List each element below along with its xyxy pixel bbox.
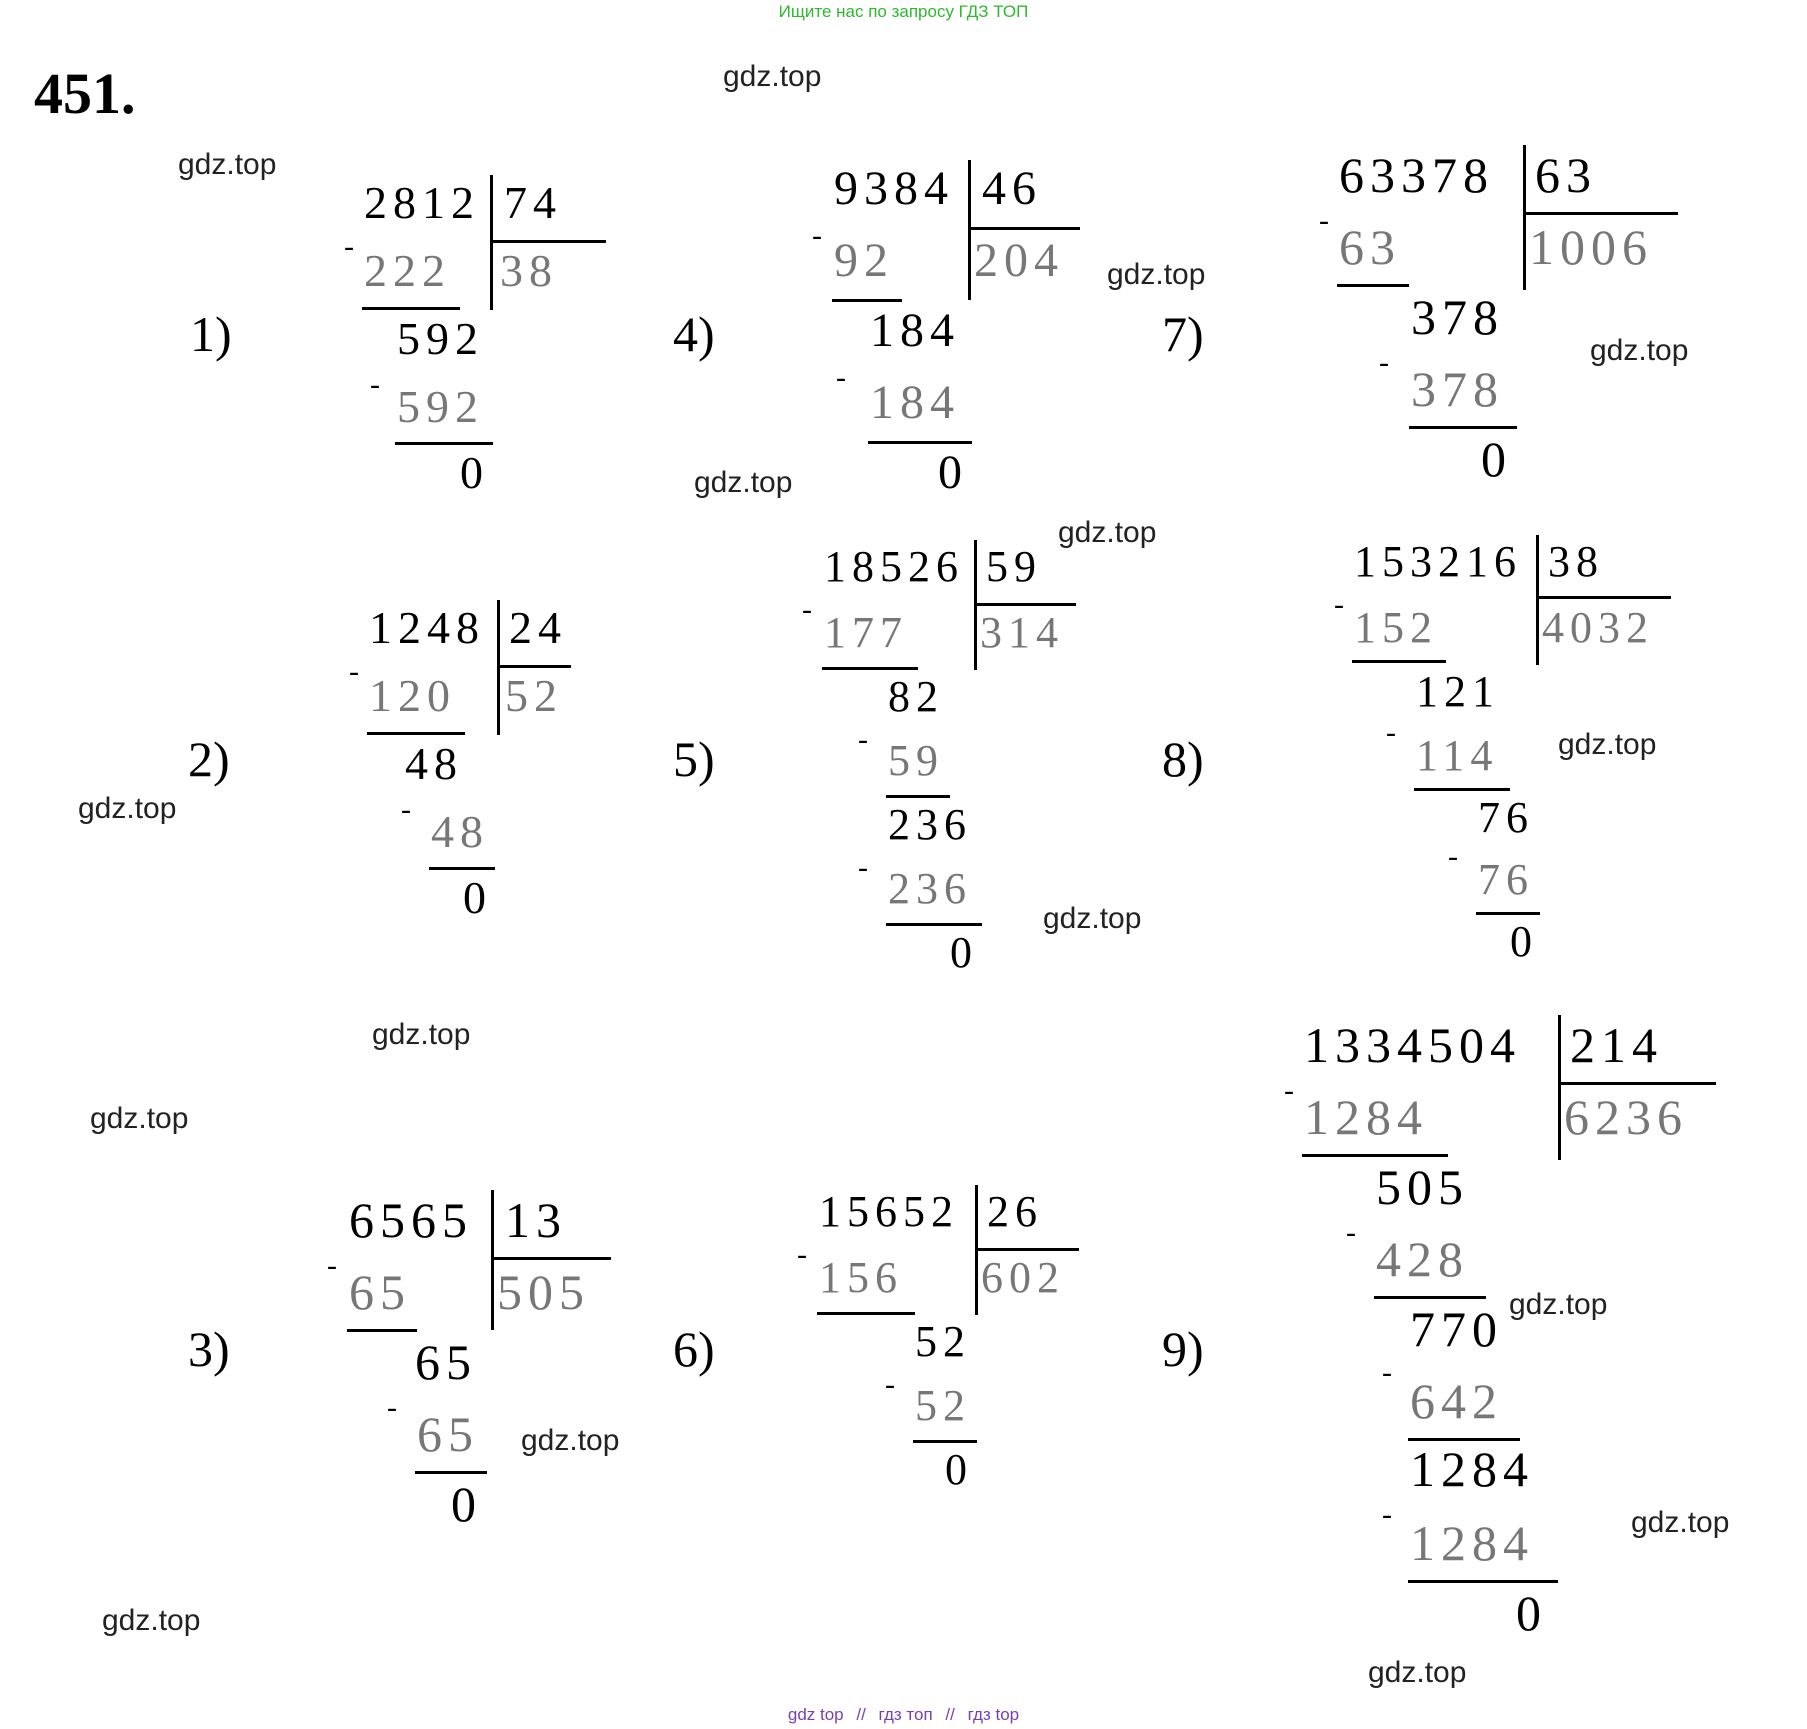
remainder: 0 (950, 928, 978, 977)
watermark: gdz.top (1107, 258, 1206, 291)
division-bar (968, 160, 971, 300)
dividend: 153216 (1354, 537, 1522, 586)
step-line (1374, 1296, 1486, 1299)
problem-label: 1) (190, 306, 232, 362)
footer-link[interactable]: гдз top (967, 1705, 1020, 1724)
quotient: 4032 (1542, 603, 1654, 652)
divisor: 13 (505, 1192, 567, 1248)
dividend: 2812 (364, 177, 480, 228)
watermark: gdz.top (694, 466, 793, 499)
subtrahend: 63 (1339, 219, 1401, 275)
watermark: gdz.top (1631, 1506, 1730, 1539)
watermark: gdz.top (90, 1102, 189, 1135)
dividend: 15652 (819, 1187, 959, 1236)
remainder: 1284 (1410, 1441, 1534, 1497)
divisor: 46 (982, 162, 1042, 215)
step-line (429, 867, 495, 870)
dividend: 6565 (349, 1192, 473, 1248)
division-bar (491, 1190, 494, 1330)
step-line (913, 1440, 977, 1443)
minus-sign: - (812, 219, 822, 252)
watermark: gdz.top (1043, 902, 1142, 935)
step-line (1337, 284, 1409, 287)
step-line (367, 732, 465, 735)
step-line (832, 299, 902, 302)
divisor: 38 (1548, 537, 1604, 586)
remainder: 0 (938, 446, 968, 499)
divisor: 74 (504, 177, 562, 228)
step-line (415, 1471, 487, 1474)
minus-sign: - (1386, 716, 1396, 749)
problem-label: 9) (1162, 1321, 1204, 1377)
step-line (347, 1329, 417, 1332)
dividend: 63378 (1339, 147, 1494, 203)
subtrahend: 156 (819, 1253, 903, 1302)
remainder: 770 (1410, 1301, 1503, 1357)
footer-link[interactable]: гдз топ (878, 1705, 933, 1724)
remainder: 52 (915, 1317, 971, 1366)
remainder: 65 (415, 1334, 477, 1390)
footer-separator: // (856, 1705, 866, 1724)
watermark: gdz.top (78, 792, 177, 825)
quotient: 38 (500, 245, 558, 296)
quotient: 1006 (1529, 219, 1653, 275)
problem-label: 8) (1162, 731, 1204, 787)
subtrahend: 120 (369, 670, 456, 721)
step-line (1352, 660, 1446, 663)
minus-sign: - (1382, 1498, 1392, 1531)
remainder: 505 (1376, 1159, 1469, 1215)
step-line (362, 307, 460, 310)
minus-sign: - (1382, 1356, 1392, 1389)
step-line (395, 442, 493, 445)
remainder: 236 (888, 800, 972, 849)
subtrahend: 76 (1478, 855, 1534, 904)
step-line (886, 923, 982, 926)
subtrahend: 1284 (1304, 1089, 1428, 1145)
division-bar (1523, 145, 1526, 290)
subtrahend: 1284 (1410, 1515, 1534, 1571)
remainder: 184 (870, 304, 960, 357)
watermark: gdz.top (1058, 516, 1157, 549)
quotient-line (490, 240, 606, 243)
divisor: 26 (987, 1187, 1043, 1236)
subtrahend: 236 (888, 864, 972, 913)
remainder: 0 (451, 1476, 482, 1532)
minus-sign: - (344, 230, 354, 263)
minus-sign: - (858, 851, 868, 884)
minus-sign: - (370, 368, 380, 401)
step-line (868, 441, 972, 444)
minus-sign: - (387, 1391, 397, 1424)
watermark: gdz.top (1509, 1288, 1608, 1321)
minus-sign: - (885, 1368, 895, 1401)
subtrahend: 114 (1416, 731, 1499, 780)
subtrahend: 92 (834, 234, 894, 287)
dividend: 1334504 (1304, 1017, 1521, 1073)
problem-label: 3) (188, 1321, 230, 1377)
minus-sign: - (858, 723, 868, 756)
divisor: 59 (986, 542, 1042, 591)
subtrahend: 592 (397, 381, 484, 432)
remainder: 0 (1481, 431, 1512, 487)
subtrahend: 642 (1410, 1373, 1503, 1429)
dividend: 1248 (369, 602, 485, 653)
subtrahend: 65 (417, 1406, 479, 1462)
quotient-line (497, 665, 571, 668)
remainder: 0 (1510, 917, 1538, 966)
dividend: 9384 (834, 162, 954, 215)
subtrahend: 378 (1411, 361, 1504, 417)
remainder: 0 (1516, 1585, 1547, 1641)
division-bar (1536, 535, 1539, 665)
quotient-line (491, 1257, 611, 1260)
subtrahend: 428 (1376, 1231, 1469, 1287)
step-line (822, 667, 918, 670)
subtrahend: 65 (349, 1264, 411, 1320)
quotient: 52 (505, 670, 563, 721)
minus-sign: - (401, 793, 411, 826)
quotient: 602 (981, 1253, 1065, 1302)
watermark: gdz.top (1590, 334, 1689, 367)
minus-sign: - (802, 593, 812, 626)
exercise-number: 451. (34, 61, 136, 126)
watermark: gdz.top (1368, 1656, 1467, 1689)
minus-sign: - (327, 1249, 337, 1282)
remainder: 378 (1411, 289, 1504, 345)
step-line (886, 795, 950, 798)
quotient: 314 (980, 608, 1064, 657)
quotient-line (1523, 212, 1678, 215)
subtrahend: 184 (870, 376, 960, 429)
minus-sign: - (1346, 1216, 1356, 1249)
minus-sign: - (1319, 204, 1329, 237)
subtrahend: 48 (431, 806, 489, 857)
minus-sign: - (1448, 840, 1458, 873)
quotient-line (1536, 596, 1671, 599)
quotient-line (1558, 1082, 1716, 1085)
step-line (1302, 1154, 1448, 1157)
dividend: 18526 (824, 542, 964, 591)
divisor: 24 (509, 602, 567, 653)
divisor: 214 (1570, 1017, 1663, 1073)
divisor: 63 (1535, 147, 1597, 203)
minus-sign: - (349, 655, 359, 688)
remainder: 0 (460, 447, 489, 498)
page-footer (0, 1705, 1807, 1725)
remainder: 48 (405, 738, 463, 789)
watermark: gdz.top (102, 1604, 201, 1637)
problem-label: 4) (673, 306, 715, 362)
watermark: gdz.top (723, 60, 822, 93)
minus-sign: - (1284, 1074, 1294, 1107)
quotient: 204 (974, 234, 1064, 287)
quotient-line (975, 1248, 1079, 1251)
quotient: 6236 (1564, 1089, 1688, 1145)
step-line (1476, 912, 1540, 915)
remainder: 76 (1478, 793, 1534, 842)
step-line (817, 1312, 915, 1315)
footer-link[interactable]: gdz top (787, 1705, 844, 1724)
problem-label: 2) (188, 731, 230, 787)
remainder: 82 (888, 672, 944, 721)
subtrahend: 222 (364, 245, 451, 296)
division-bar (1558, 1015, 1561, 1160)
quotient: 505 (497, 1264, 590, 1320)
subtrahend: 59 (888, 736, 944, 785)
remainder: 592 (397, 313, 484, 364)
footer-separator: // (945, 1705, 955, 1724)
watermark: gdz.top (178, 148, 277, 181)
step-line (1408, 1580, 1558, 1583)
subtrahend: 152 (1354, 603, 1438, 652)
remainder: 0 (945, 1445, 973, 1494)
minus-sign: - (1379, 346, 1389, 379)
quotient-line (968, 227, 1080, 230)
subtrahend: 177 (824, 608, 908, 657)
problem-label: 6) (673, 1321, 715, 1377)
watermark: gdz.top (521, 1424, 620, 1457)
problem-label: 5) (673, 731, 715, 787)
remainder: 121 (1416, 667, 1500, 716)
watermark: gdz.top (1558, 728, 1657, 761)
remainder: 0 (463, 872, 492, 923)
quotient-line (974, 603, 1076, 606)
step-line (1414, 788, 1510, 791)
minus-sign: - (836, 361, 846, 394)
page-header: Ищите нас по запросу ГДЗ ТОП (778, 2, 1029, 21)
watermark: gdz.top (372, 1018, 471, 1051)
problem-label: 7) (1162, 306, 1204, 362)
step-line (1409, 426, 1517, 429)
minus-sign: - (1334, 588, 1344, 621)
subtrahend: 52 (915, 1381, 971, 1430)
minus-sign: - (797, 1238, 807, 1271)
